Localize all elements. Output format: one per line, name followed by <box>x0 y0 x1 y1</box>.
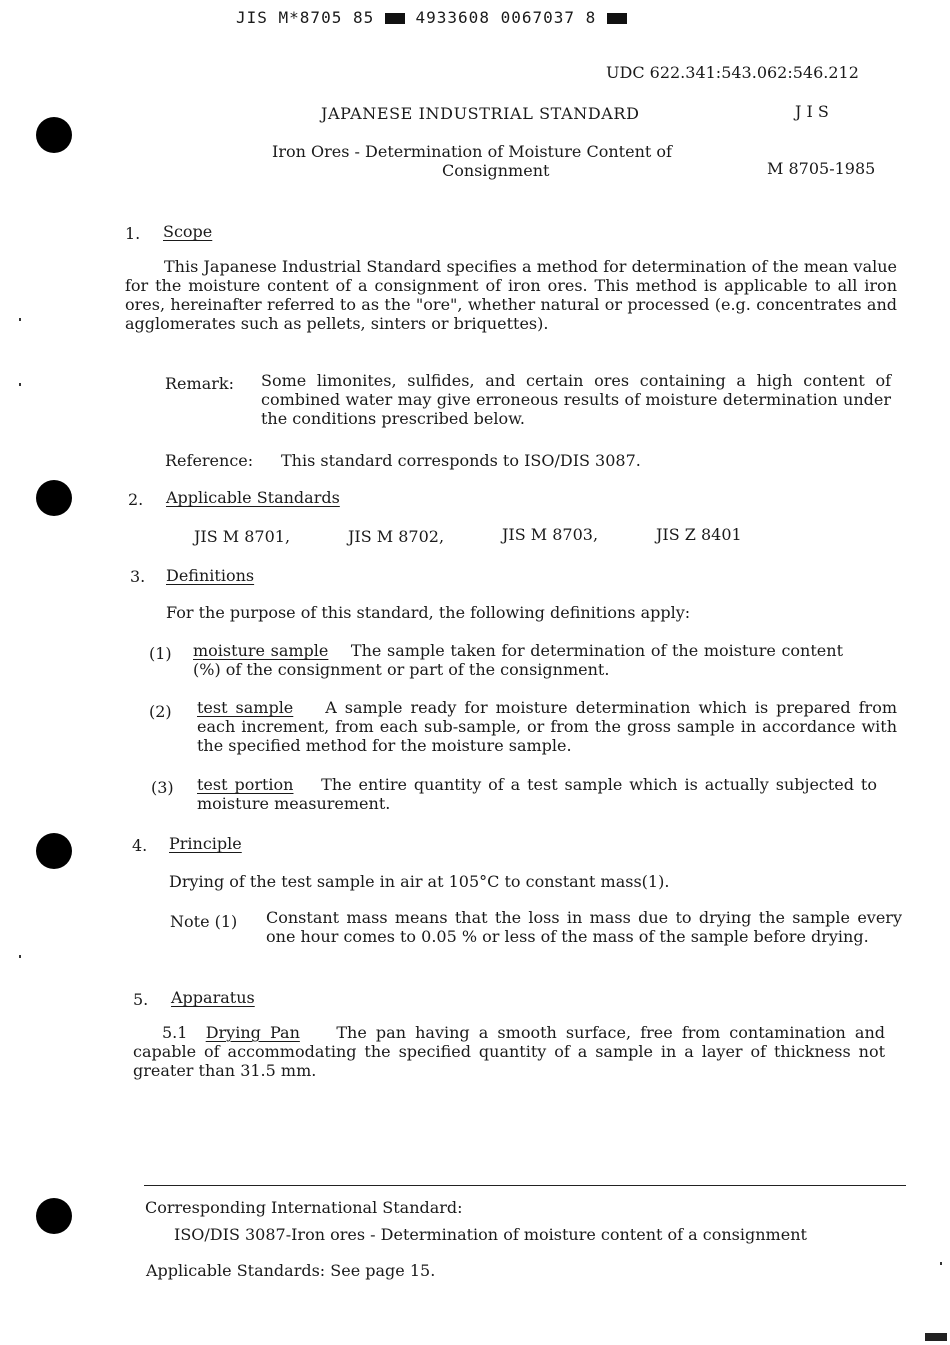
standard-item: JIS M 8702, <box>348 527 445 546</box>
scope-heading: Scope <box>163 222 213 241</box>
apparatus-heading: Apparatus <box>171 988 255 1007</box>
principle-number: 4. <box>132 836 148 855</box>
definition-item <box>197 698 897 755</box>
scan-speck <box>19 955 21 958</box>
udc-number: UDC 622.341:543.062:546.212 <box>606 63 859 82</box>
scan-speck <box>19 318 21 321</box>
remark-text: Some limonites, sulfides, and certain ores containing a high content of combined water may give erroneous results of moisture determination under the conditions prescribed below. <box>261 371 891 428</box>
footer-divider <box>144 1185 906 1186</box>
definition-item <box>193 641 843 679</box>
scan-speck <box>940 1262 942 1265</box>
definition-term: test portion <box>197 775 294 794</box>
apparatus-paragraph <box>133 1023 885 1080</box>
standard-item: JIS M 8701, <box>194 527 291 546</box>
definitions-intro: For the purpose of this standard, the following definitions apply: <box>166 603 691 622</box>
remark-label: Remark: <box>165 374 234 393</box>
reference-label: Reference: <box>165 451 254 470</box>
standard-title: JAPANESE INDUSTRIAL STANDARD <box>321 104 640 123</box>
apparatus-number: 5. <box>133 990 149 1009</box>
corner-mark <box>925 1333 947 1341</box>
black-block <box>607 13 627 24</box>
top-code-line <box>236 8 627 27</box>
applicable-number: 2. <box>128 490 144 509</box>
subsection-term: Drying Pan <box>205 1023 300 1042</box>
definition-number: (1) <box>149 644 172 663</box>
black-block <box>385 13 405 24</box>
jis-label: J I S <box>795 102 829 121</box>
principle-heading: Principle <box>169 834 242 853</box>
standard-code: M 8705-1985 <box>767 159 876 178</box>
definition-term: moisture sample <box>193 641 329 660</box>
subsection-text: The pan having a smooth surface, free from contamination and capable of accommodating the specified quantity of a sample in a layer of thickness not greater than 31.5 mm. <box>133 1023 885 1080</box>
scope-number: 1. <box>125 224 141 243</box>
top-code-middle: 4933608 0067037 8 <box>415 8 597 27</box>
punch-hole-3 <box>36 833 72 869</box>
doc-title-line1: Iron Ores - Determination of Moisture Content of <box>272 142 672 161</box>
punch-hole-2 <box>36 480 72 516</box>
reference-text: This standard corresponds to ISO/DIS 3087. <box>281 451 641 470</box>
principle-text: Drying of the test sample in air at 105°C to constant mass(1). <box>169 872 670 891</box>
definition-number: (3) <box>151 778 174 797</box>
punch-hole-4 <box>36 1198 72 1234</box>
definitions-heading: Definitions <box>166 566 255 585</box>
scope-paragraph: This Japanese Industrial Standard specifies a method for determination of the mean value for the moisture content of a consignment of iron ores. This method is applicable to all iron ores, hereinafter referred to as the "ore", whether natural or processed (e.g. concentrates and agglomerates such as pellets, sinters or briquettes). <box>125 257 897 333</box>
definition-item <box>197 775 877 813</box>
scan-speck <box>19 383 21 386</box>
doc-title-line2: Consignment <box>442 161 550 180</box>
definition-term: test sample <box>197 698 294 717</box>
standard-item: JIS M 8703, <box>502 525 599 544</box>
footer-corresponding-label: Corresponding International Standard: <box>145 1198 463 1217</box>
note-text: Constant mass means that the loss in mass due to drying the sample every one hour comes to 0.05 % or less of the mass of the sample before drying. <box>266 908 902 946</box>
subsection-number: 5.1 <box>162 1023 188 1042</box>
standard-item: JIS Z 8401 <box>656 525 742 544</box>
definition-text: The sample taken for determination of the moisture content (%) of the consignment or part of the consignment. <box>193 641 843 679</box>
applicable-heading: Applicable Standards <box>166 488 340 507</box>
footer-iso-reference: ISO/DIS 3087-Iron ores - Determination of moisture content of a consignment <box>174 1225 807 1244</box>
definition-text: A sample ready for moisture determination which is prepared from each increment, from each sub-sample, or from the gross sample in accordance with the specified method for the moisture sample. <box>197 698 898 755</box>
footer-applicable-standards: Applicable Standards: See page 15. <box>146 1261 436 1280</box>
top-code-left: JIS M*8705 85 <box>236 8 375 27</box>
definition-number: (2) <box>149 702 172 721</box>
definition-text: The entire quantity of a test sample which is actually subjected to moisture measurement. <box>197 775 877 813</box>
punch-hole-1 <box>36 117 72 153</box>
definitions-number: 3. <box>130 567 146 586</box>
note-label: Note (1) <box>170 912 238 931</box>
